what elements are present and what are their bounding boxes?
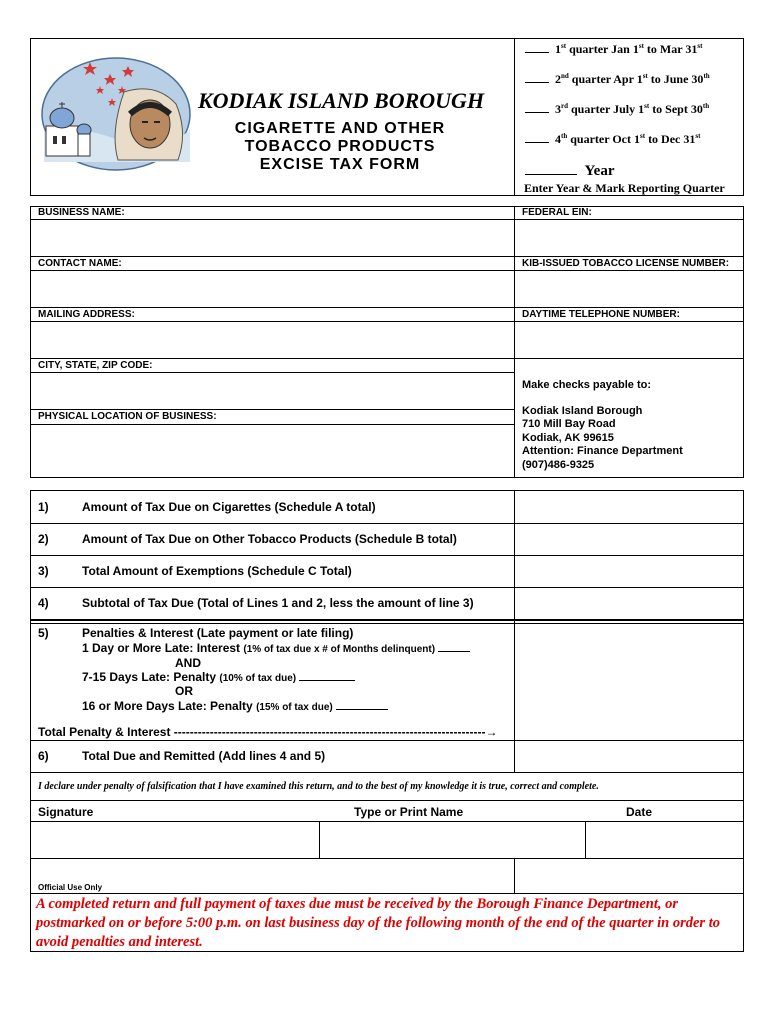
year-label: Year	[584, 163, 615, 179]
daytime-phone-input[interactable]	[515, 322, 743, 357]
quarter-ord: 4	[555, 132, 561, 146]
arrow-right-icon: →	[485, 725, 498, 739]
line-4-amount[interactable]	[515, 588, 743, 618]
total-penalty-label: Total Penalty & Interest ------------------------------------------------------------------------------	[38, 725, 486, 739]
quarter-sup: th	[702, 102, 710, 110]
print-name-label: Type or Print Name	[354, 805, 464, 819]
year-instruction: Enter Year & Mark Reporting Quarter	[524, 181, 725, 195]
line-5-text: Penalties & Interest (Late payment or late filing)	[82, 626, 354, 640]
quarter-text: to Dec 31	[645, 132, 696, 146]
penalty-15-label: 16 or More Days Late: Penalty	[82, 699, 257, 713]
license-number-label: KIB-ISSUED TOBACCO LICENSE NUMBER:	[522, 258, 730, 269]
city-state-zip-input[interactable]	[31, 373, 513, 408]
interest-line	[82, 641, 470, 655]
quarter-ord: 2	[555, 72, 561, 86]
quarter-text: to Mar 31	[643, 42, 698, 56]
quarter-text: to Sept 30	[649, 102, 703, 116]
penalty-10-label: 7-15 Days Late: Penalty	[82, 670, 220, 684]
mailing-address-label: MAILING ADDRESS:	[38, 309, 135, 320]
quarter-ord: 1	[555, 42, 561, 56]
interest-note: (1% of tax due x # of Months delinquent)	[243, 644, 436, 655]
quarter-sup: st	[644, 102, 650, 110]
penalty-10-blank[interactable]	[299, 670, 355, 681]
form-title-line-2: TOBACCO PRODUCTS	[244, 138, 436, 155]
form-title-line-1: CIGARETTE AND OTHER	[234, 120, 446, 137]
print-name-input[interactable]	[320, 822, 584, 857]
interest-label: 1 Day or More Late: Interest	[82, 641, 244, 655]
quarter-text: to June 30	[647, 72, 704, 86]
official-use-label: Official Use Only	[38, 883, 103, 892]
line-1-text: Amount of Tax Due on Cigarettes (Schedule A total)	[82, 500, 376, 514]
quarter-2-blank[interactable]	[525, 72, 549, 83]
row-line	[30, 772, 744, 773]
mailing-address-input[interactable]	[31, 322, 513, 357]
federal-ein-label: FEDERAL EIN:	[522, 207, 592, 218]
quarter-1-blank[interactable]	[525, 42, 549, 53]
line-4-number: 4)	[38, 596, 49, 610]
payable-line: Kodiak, AK 99615	[522, 431, 614, 444]
payable-heading: Make checks payable to:	[522, 379, 652, 391]
declaration-text: I declare under penalty of falsification that I have examined this return, and to the best of my knowledge it is true, correct and complete.	[38, 781, 599, 792]
penalty-15-blank[interactable]	[336, 699, 388, 710]
quarter-sup: st	[697, 42, 703, 50]
line-2-number: 2)	[38, 532, 49, 546]
line-1-number: 1)	[38, 500, 49, 514]
line-5-number: 5)	[38, 626, 49, 640]
signature-label: Signature	[38, 805, 94, 819]
form-title-line-3: EXCISE TAX FORM	[259, 156, 421, 173]
quarter-4[interactable]	[525, 132, 700, 147]
payable-line: 710 Mill Bay Road	[522, 418, 616, 430]
payable-block	[522, 379, 683, 472]
line-2-text: Amount of Tax Due on Other Tobacco Products (Schedule B total)	[82, 532, 457, 546]
row-line	[30, 256, 744, 257]
contact-name-label: CONTACT NAME:	[38, 258, 122, 269]
row-line	[30, 409, 514, 410]
penalty-15-line	[82, 699, 388, 713]
business-name-label: BUSINESS NAME:	[38, 207, 125, 218]
row-line	[30, 358, 744, 359]
or-label: OR	[175, 684, 193, 698]
line-6-amount[interactable]	[515, 741, 743, 771]
interest-blank[interactable]	[438, 641, 470, 652]
quarter-2[interactable]	[525, 72, 710, 87]
penalty-10-line	[82, 670, 355, 684]
line-3-amount[interactable]	[515, 556, 743, 586]
line-3-number: 3)	[38, 564, 49, 578]
quarter-sup: st	[638, 42, 644, 50]
quarter-text: quarter July 1	[568, 102, 645, 116]
quarter-3-blank[interactable]	[525, 102, 549, 113]
row-line	[30, 619, 744, 621]
license-number-input[interactable]	[515, 271, 743, 306]
line-6-number: 6)	[38, 749, 49, 763]
physical-location-input[interactable]	[31, 425, 513, 477]
quarter-sup: nd	[561, 72, 569, 80]
business-name-input[interactable]	[31, 220, 513, 255]
year-field[interactable]	[525, 162, 615, 180]
penalty-15-note: (15% of tax due)	[256, 702, 333, 713]
payment-notice: A completed return and full payment of taxes due must be received by the Borough Finance Department, or postmarked on or before 5:00 p.m. on last business day of the following month of the end of the quarter in order to avoid penalties and interest.	[36, 896, 720, 950]
row-line	[30, 800, 744, 801]
date-input[interactable]	[586, 822, 743, 857]
line-6-text: Total Due and Remitted (Add lines 4 and 5)	[82, 749, 326, 763]
quarter-sup: st	[642, 72, 648, 80]
contact-name-input[interactable]	[31, 271, 513, 306]
physical-location-label: PHYSICAL LOCATION OF BUSINESS:	[38, 411, 217, 422]
quarter-sup: st	[695, 132, 701, 140]
payable-line: Attention: Finance Department	[522, 445, 683, 457]
quarter-3[interactable]	[525, 102, 709, 117]
and-label: AND	[175, 656, 201, 670]
date-label: Date	[626, 805, 653, 819]
city-state-zip-label: CITY, STATE, ZIP CODE:	[38, 360, 153, 371]
quarter-sup: rd	[561, 102, 568, 110]
quarter-text: quarter Jan 1	[566, 42, 639, 56]
line-1-amount[interactable]	[515, 491, 743, 522]
payable-line: Kodiak Island Borough	[522, 404, 643, 417]
header-divider	[514, 38, 515, 196]
line-4-text: Subtotal of Tax Due (Total of Lines 1 and 2, less the amount of line 3)	[82, 596, 474, 610]
borough-name: KODIAK ISLAND BOROUGH	[198, 88, 485, 113]
payable-line: (907)486-9325	[522, 458, 595, 471]
line-2-amount[interactable]	[515, 524, 743, 554]
quarter-text: quarter Apr 1	[568, 72, 643, 86]
quarter-ord: 3	[555, 102, 561, 116]
daytime-phone-label: DAYTIME TELEPHONE NUMBER:	[522, 309, 680, 320]
quarter-4-blank[interactable]	[525, 132, 549, 143]
quarter-text: quarter Oct 1	[567, 132, 640, 146]
signature-input[interactable]	[31, 822, 318, 857]
quarter-1[interactable]	[525, 42, 702, 57]
quarter-sup: st	[561, 42, 567, 50]
year-blank[interactable]	[525, 162, 577, 175]
row-line	[30, 307, 744, 308]
borough-logo	[38, 52, 198, 172]
penalty-10-note: (10% of tax due)	[219, 673, 297, 684]
total-penalty-line	[38, 725, 498, 739]
federal-ein-input[interactable]	[515, 220, 743, 255]
official-use-field	[515, 859, 743, 893]
line-5-amount[interactable]	[515, 624, 743, 739]
quarter-sup: st	[640, 132, 646, 140]
quarter-sup: th	[561, 132, 568, 140]
line-3-text: Total Amount of Exemptions (Schedule C Total)	[82, 564, 352, 578]
form-title	[210, 120, 470, 174]
quarter-sup: th	[703, 72, 710, 80]
